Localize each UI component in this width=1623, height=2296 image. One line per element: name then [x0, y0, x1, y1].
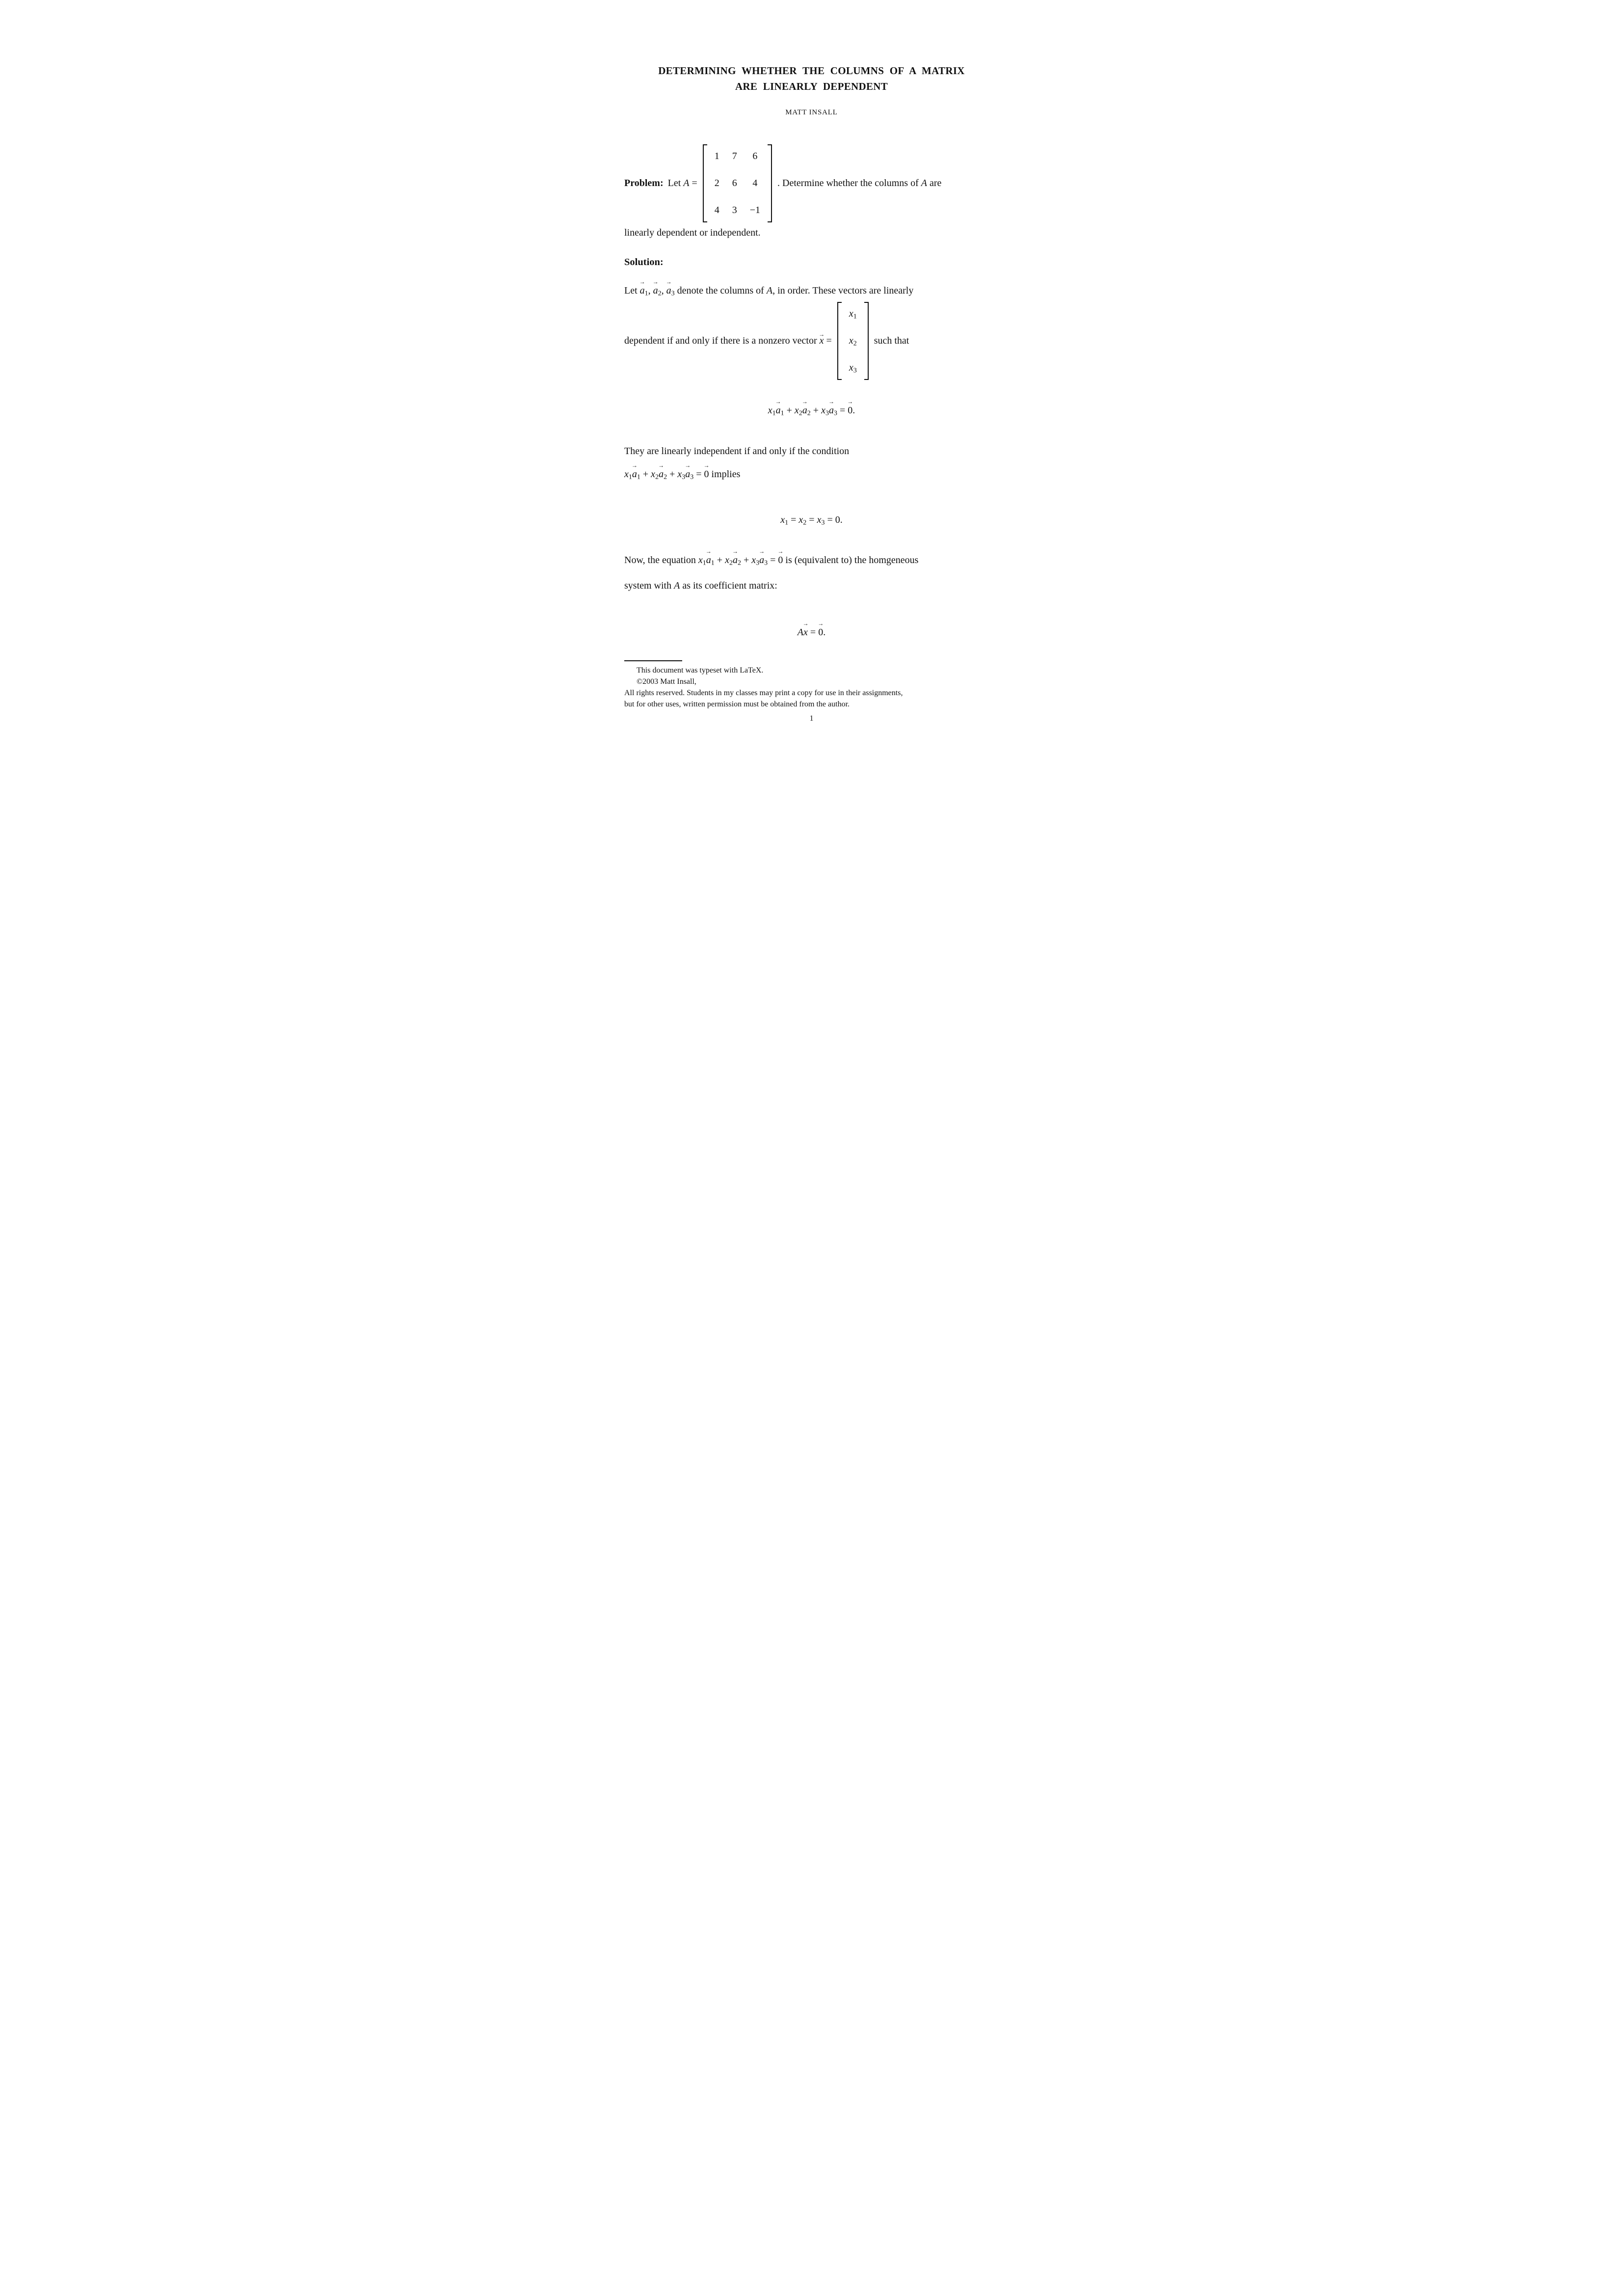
vector-arrow-icon: →	[631, 461, 638, 469]
vector-arrow-icon: →	[639, 278, 645, 285]
solution-label: Solution:	[624, 257, 664, 268]
matrix-cell: 7	[732, 151, 737, 162]
title-line-2: ARE LINEARLY DEPENDENT	[735, 81, 888, 92]
paragraph-3-line-2: system with A as its coefficient matrix:	[624, 580, 777, 591]
problem-continuation: linearly dependent or independent.	[624, 227, 761, 238]
matrix-cell: 4	[714, 205, 719, 216]
paragraph-2-line-1: They are linearly independent if and only if the condition	[624, 446, 850, 457]
vector-arrow-icon: →	[685, 461, 691, 469]
vector-symbol: a →	[631, 461, 638, 480]
footnote	[624, 660, 999, 710]
vector-symbol: a →	[732, 547, 738, 566]
solution-paragraph-1-line-1: Let a → $_1$, a → $_2$, a → $_3$ denote the columns of A, in order. These vectors are linearly	[624, 283, 999, 299]
matrix-cell: 2	[714, 178, 719, 189]
problem-statement	[624, 144, 999, 222]
matrix-cells	[707, 144, 768, 222]
vector-symbol: a →	[775, 398, 781, 416]
problem-question-text: . Determine whether the columns of A are	[777, 178, 942, 189]
vector-arrow-icon: →	[658, 461, 665, 469]
matrix-right-bracket	[768, 144, 772, 222]
problem-label: Problem:	[624, 178, 664, 189]
vector-definition-before: dependent if and only if there is a nonzero vector x → =	[624, 330, 832, 346]
vector-arrow-icon: →	[847, 398, 853, 405]
vector-symbol: a →	[639, 278, 645, 296]
matrix-cell: 6	[732, 178, 737, 189]
vector-arrow-icon: →	[818, 620, 824, 627]
vector-symbol: a →	[685, 461, 691, 480]
vector-arrow-icon: →	[705, 547, 712, 555]
vector-arrow-icon: →	[732, 547, 738, 555]
matrix-cell: $x_2$	[849, 335, 857, 348]
matrix-cell: 3	[732, 205, 737, 216]
matrix-cells	[842, 302, 864, 380]
vector-arrow-icon: →	[665, 278, 672, 285]
vector-symbol: a →	[759, 547, 765, 566]
vector-symbol: x →	[802, 620, 809, 638]
vector-symbol: x →	[819, 330, 825, 346]
vector-arrow-icon: →	[819, 330, 825, 338]
vector-arrow-icon: →	[775, 398, 781, 405]
vector-definition-after: such that	[874, 335, 909, 346]
matrix-a	[703, 144, 772, 222]
vector-x	[837, 302, 869, 380]
vector-arrow-icon: →	[802, 620, 809, 627]
matrix-cell: $x_3$	[849, 362, 857, 375]
matrix-cell: −1	[749, 205, 761, 216]
vector-arrow-icon: →	[759, 547, 765, 555]
vector-arrow-icon: →	[777, 547, 784, 555]
title-line-1: DETERMINING WHETHER THE COLUMNS OF A MATRIX	[658, 65, 965, 77]
page-number: 1	[809, 714, 814, 723]
vector-symbol: a →	[828, 398, 834, 416]
vector-symbol: 0 →	[777, 547, 784, 566]
vector-symbol: 0 →	[847, 398, 853, 416]
equation-linear-combination: $x_1a$ → $_1 + x_2a$ → $_2 + x_3a$ → $_3$ = 0 → .	[624, 403, 999, 419]
matrix-left-bracket	[837, 302, 842, 380]
solution-paragraph-1-line-2	[624, 302, 999, 380]
vector-arrow-icon: →	[828, 398, 834, 405]
vector-symbol: 0 →	[818, 620, 824, 638]
footnote-rights-line-2: but for other uses, written permission must be obtained from the author.	[624, 700, 850, 708]
footnote-rule	[624, 660, 682, 661]
document-title	[624, 63, 999, 94]
matrix-cell: $x_1$	[849, 308, 857, 321]
equation-homogeneous-system: Ax → = 0 → .	[624, 624, 999, 641]
vector-symbol: a →	[652, 278, 659, 296]
vector-arrow-icon: →	[703, 461, 710, 469]
vector-symbol: a →	[705, 547, 712, 566]
author-name: MATT INSALL	[785, 108, 838, 116]
vector-arrow-icon: →	[652, 278, 659, 285]
matrix-cell: 4	[752, 178, 758, 189]
solution-paragraph-3	[624, 547, 999, 594]
paragraph-3-line-1: Now, the equation $x_1a$ → $_1 + x_2a$ → $_2 + x_3a$ → $_3$ = 0 → is (equivalent to) the homgeneous	[624, 552, 999, 568]
vector-symbol: 0 →	[703, 461, 710, 480]
vector-arrow-icon: →	[801, 398, 808, 405]
paragraph-2-line-2: $x_1a$ → $_1 + x_2a$ → $_2 + x_3a$ → $_3$ = 0 → implies	[624, 466, 999, 483]
vector-symbol: a →	[801, 398, 808, 416]
solution-paragraph-2	[624, 443, 999, 483]
matrix-cell: 6	[752, 151, 758, 162]
equation-trivial-solution: $x_1 = x_2 = x_3 = 0$.	[780, 514, 843, 527]
matrix-cell: 1	[714, 151, 719, 162]
matrix-left-bracket	[703, 144, 707, 222]
footnote-copyright-line: ©2003 Matt Insall,	[637, 677, 696, 686]
vector-symbol: a →	[658, 461, 665, 480]
vector-symbol: a →	[665, 278, 672, 296]
footnote-typeset-line: This document was typeset with LaTeX.	[637, 666, 764, 675]
document-page	[541, 0, 1082, 765]
problem-intro-text: Let A =	[667, 178, 697, 189]
matrix-right-bracket	[864, 302, 869, 380]
footnote-rights-line-1: All rights reserved. Students in my classes may print a copy for use in their assignments,	[624, 689, 903, 697]
